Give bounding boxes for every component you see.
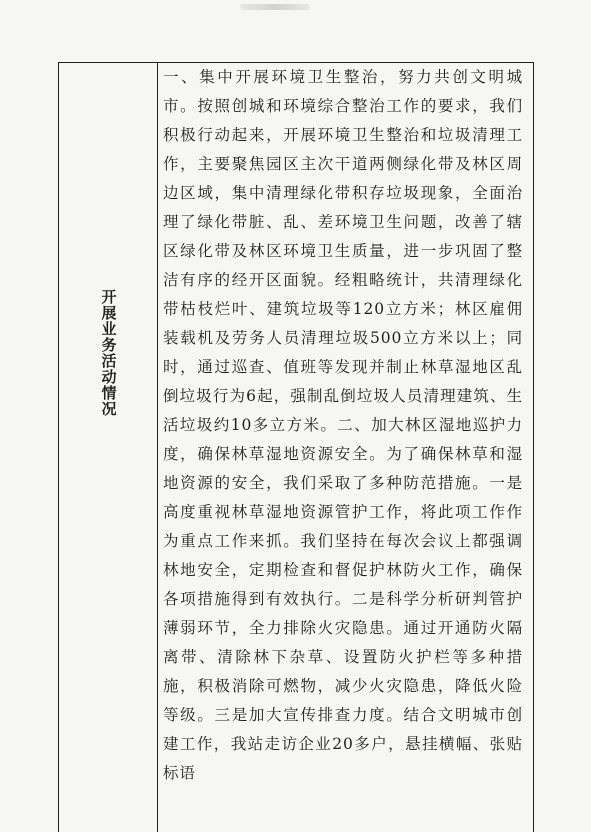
body-text: 一、集中开展环境卫生整治，努力共创文明城市。按照创城和环境综合整治工作的要求，我们积极行动起来，开展环境卫生整治和垃圾清理工作，主要聚焦园区主次干道两侧绿化带及林区周边区域，集中清理绿化带积存垃圾现象，全面治理了绿化带脏、乱、差环境卫生问题，改善了辖区绿化带及林区环境卫生质量，进一步巩固了整洁有序的经开区面貌。经粗略统计，共清理绿化带枯枝烂叶、建筑垃圾等120立方米；林区雇佣装载机及劳务人员清理垃圾500立方米以上；同时，通过巡查、值班等发现并制止林草湿地区乱倒垃圾行为6起，强制乱倒垃圾人员清理建筑、生活垃圾约10多立方米。二、加大林区湿地巡护力度，确保林草湿地资源安全。为了确保林草和湿地资源的安全，我们采取了多种防范措施。一是高度重视林草湿地资源管护工作，将此项工作作为重点工作来抓。我们坚持在每次会议上都强调林地安全，定期检查和督促护林防火工作，确保各项措施得到有效执行。二是科学分析研判管护薄弱环节，全力排除火灾隐患。通过开通防火隔离带、清除林下杂草、设置防火护栏等多种措施，积极消除可燃物，减少火灾隐患，降低火险等级。三是加大宣传排查力度。结合文明城市创建工作，我站走访企业20多户，悬挂横幅、张贴标语 xyxy=(163,68,523,782)
form-table xyxy=(58,62,534,832)
content-cell xyxy=(163,63,523,788)
scan-mark xyxy=(240,4,310,10)
column-divider xyxy=(157,63,158,832)
label-cell xyxy=(59,63,157,832)
row-label: 开展业务活动情况 xyxy=(99,289,118,417)
